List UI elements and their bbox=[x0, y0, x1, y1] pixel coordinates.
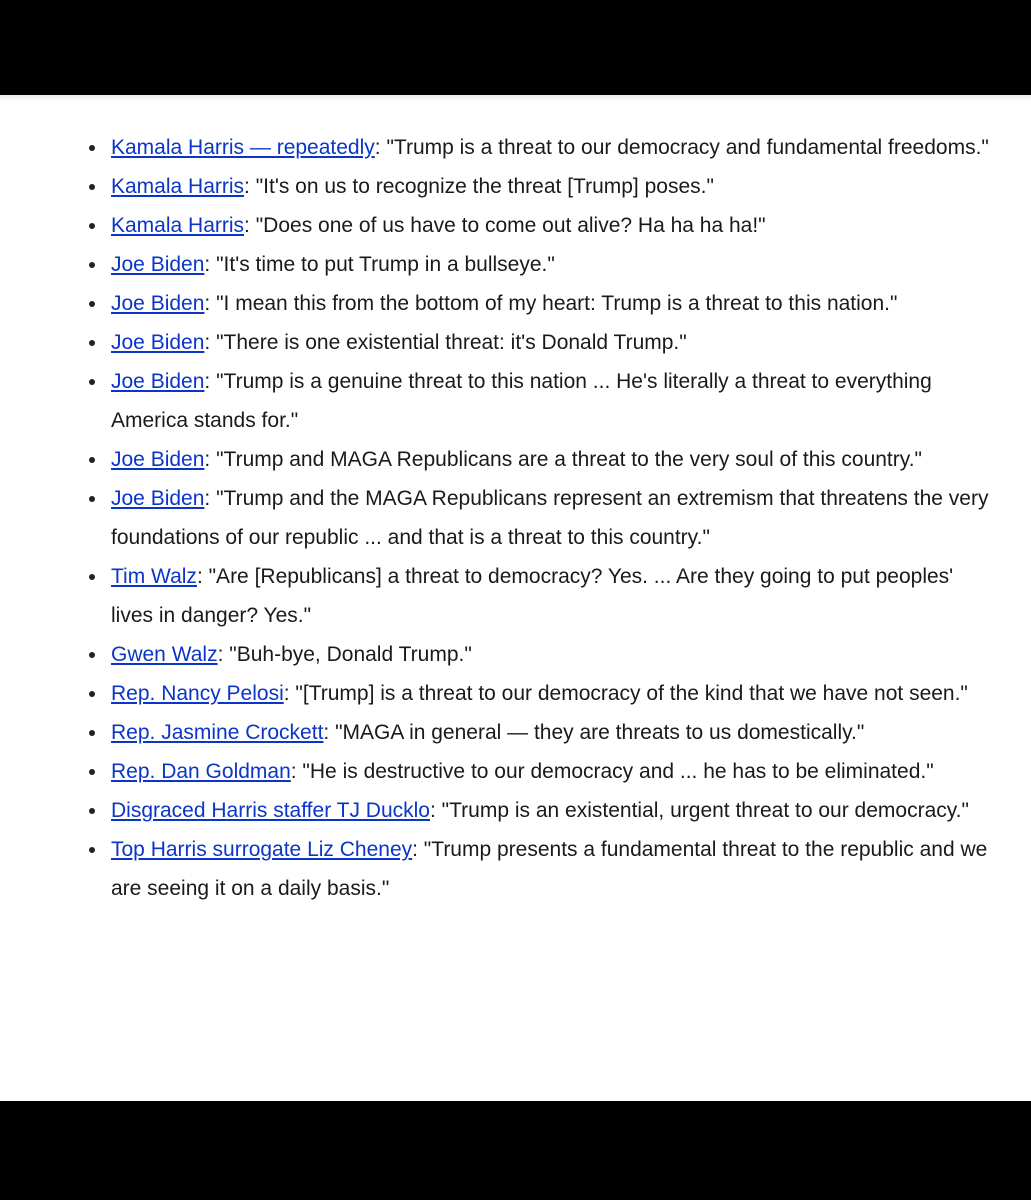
bullet-icon bbox=[89, 652, 95, 658]
quote-text: : "Trump is a threat to our democracy and fundamental freedoms." bbox=[374, 136, 989, 159]
speaker-link[interactable]: Kamala Harris — repeatedly bbox=[111, 136, 375, 159]
bullet-icon bbox=[89, 145, 95, 151]
list-item bbox=[0, 128, 1031, 167]
quote-text: : "He is destructive to our democracy and ... he has to be eliminated." bbox=[290, 760, 934, 783]
bullet-icon bbox=[89, 184, 95, 190]
speaker-link[interactable]: Top Harris surrogate Liz Cheney bbox=[111, 838, 413, 861]
speaker-link[interactable]: Joe Biden bbox=[111, 331, 205, 354]
list-item bbox=[0, 362, 1031, 440]
speaker-link[interactable]: Joe Biden bbox=[111, 448, 205, 471]
list-item bbox=[0, 167, 1031, 206]
list-item bbox=[0, 479, 1031, 557]
list-item bbox=[0, 440, 1031, 479]
quote-text: : "MAGA in general — they are threats to us domestically." bbox=[323, 721, 865, 744]
list-item bbox=[0, 752, 1031, 791]
bullet-icon bbox=[89, 223, 95, 229]
bullet-icon bbox=[89, 379, 95, 385]
quote-text: : "There is one existential threat: it's Donald Trump." bbox=[204, 331, 687, 354]
list-item bbox=[0, 830, 1031, 908]
list-item bbox=[0, 635, 1031, 674]
bullet-icon bbox=[89, 301, 95, 307]
speaker-link[interactable]: Joe Biden bbox=[111, 487, 205, 510]
list-item bbox=[0, 284, 1031, 323]
quote-text: : "Trump and the MAGA Republicans represent an extremism that threatens the very foundations of our republic ... and that is a threat to this country." bbox=[111, 487, 989, 549]
list-item bbox=[0, 674, 1031, 713]
speaker-link[interactable]: Joe Biden bbox=[111, 253, 205, 276]
quote-text: : "Trump and MAGA Republicans are a threat to the very soul of this country." bbox=[204, 448, 922, 471]
bullet-icon bbox=[89, 457, 95, 463]
bullet-icon bbox=[89, 847, 95, 853]
bullet-icon bbox=[89, 574, 95, 580]
list-item bbox=[0, 713, 1031, 752]
bullet-icon bbox=[89, 730, 95, 736]
speaker-link[interactable]: Rep. Nancy Pelosi bbox=[111, 682, 284, 705]
quote-text: : "Are [Republicans] a threat to democracy? Yes. ... Are they going to put peoples' lives in danger? Yes." bbox=[111, 565, 954, 627]
list-item bbox=[0, 206, 1031, 245]
quote-text: : "[Trump] is a threat to our democracy of the kind that we have not seen." bbox=[283, 682, 968, 705]
speaker-link[interactable]: Joe Biden bbox=[111, 292, 205, 315]
speaker-link[interactable]: Rep. Jasmine Crockett bbox=[111, 721, 324, 744]
quote-text: : "Trump presents a fundamental threat to the republic and we are seeing it on a daily basis." bbox=[111, 838, 988, 900]
quote-text: : "It's time to put Trump in a bullseye." bbox=[204, 253, 555, 276]
speaker-link[interactable]: Joe Biden bbox=[111, 370, 205, 393]
quote-text: : "Does one of us have to come out alive? Ha ha ha ha!" bbox=[244, 214, 766, 237]
list-item bbox=[0, 323, 1031, 362]
page-top-shadow bbox=[0, 95, 1031, 101]
quote-text: : "It's on us to recognize the threat [Trump] poses." bbox=[244, 175, 714, 198]
bottom-black-bar bbox=[0, 1101, 1031, 1200]
quote-text: : "Trump is a genuine threat to this nation ... He's literally a threat to everything America stands for." bbox=[111, 370, 932, 432]
quote-text: : "I mean this from the bottom of my heart: Trump is a threat to this nation." bbox=[204, 292, 898, 315]
top-black-bar bbox=[0, 0, 1031, 95]
quote-text: : "Trump is an existential, urgent threat to our democracy." bbox=[430, 799, 969, 822]
bullet-icon bbox=[89, 262, 95, 268]
speaker-link[interactable]: Kamala Harris bbox=[111, 214, 245, 237]
speaker-link[interactable]: Kamala Harris bbox=[111, 175, 245, 198]
list-item bbox=[0, 791, 1031, 830]
list-item bbox=[0, 557, 1031, 635]
bullet-icon bbox=[89, 340, 95, 346]
speaker-link[interactable]: Tim Walz bbox=[111, 565, 197, 588]
bullet-icon bbox=[89, 691, 95, 697]
speaker-link[interactable]: Disgraced Harris staffer TJ Ducklo bbox=[111, 799, 430, 822]
article-page bbox=[0, 95, 1031, 1101]
list-item bbox=[0, 245, 1031, 284]
bullet-icon bbox=[89, 808, 95, 814]
bullet-icon bbox=[89, 496, 95, 502]
quote-list bbox=[0, 128, 1031, 908]
bullet-icon bbox=[89, 769, 95, 775]
speaker-link[interactable]: Gwen Walz bbox=[111, 643, 218, 666]
speaker-link[interactable]: Rep. Dan Goldman bbox=[111, 760, 291, 783]
quote-text: : "Buh-bye, Donald Trump." bbox=[217, 643, 472, 666]
